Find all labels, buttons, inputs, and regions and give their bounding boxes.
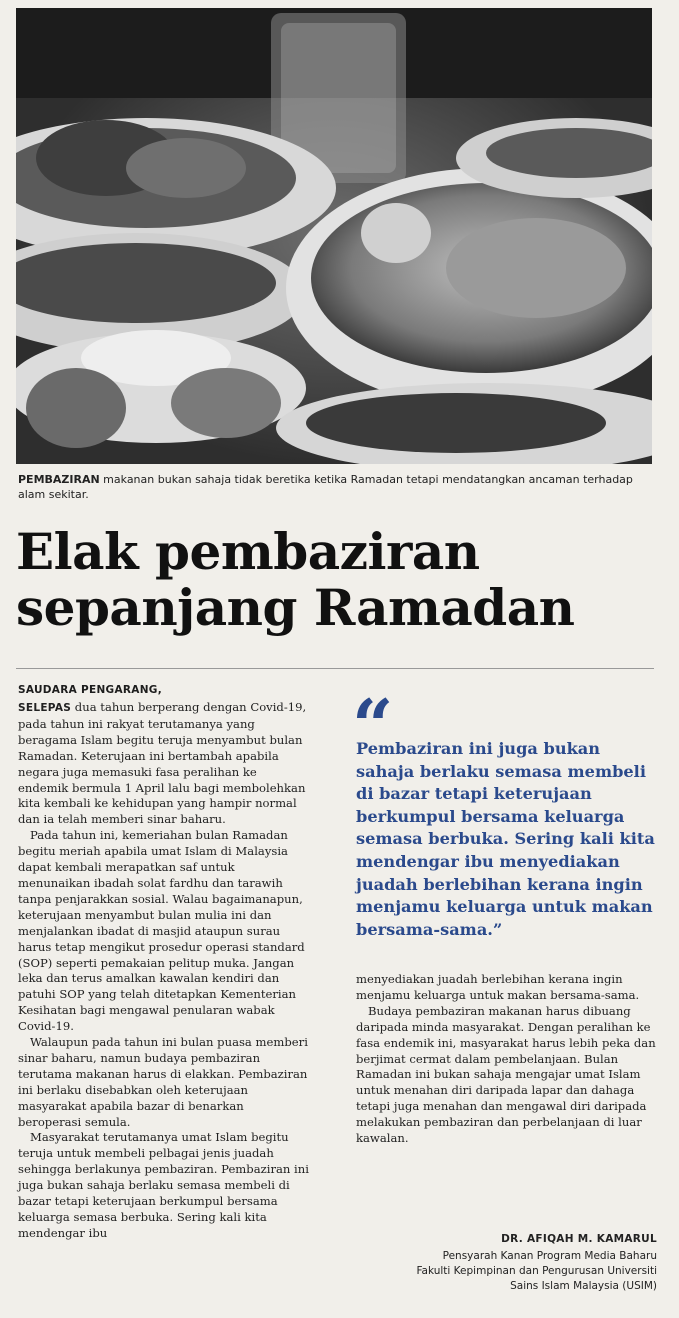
article-column-1 (18, 700, 310, 1242)
author-name: DR. AFIQAH M. KAMARUL (501, 1233, 657, 1245)
paragraph-1-text: dua tahun berperang dengan Covid-19, pada tahun ini rakyat terutamanya yang beragama Islam begitu teruja menyambut bulan Ramadan. Keterujaan ini bertambah apabila negara juga memasuki fasa peralihan ke endemik bermula 1 April lalu bagi membolehkan kita kembali ke kehidupan yang hampir normal dan ia telah memberi sinar baharu. (18, 700, 307, 827)
headline-line-2: sepanjang Ramadan (16, 578, 575, 637)
article-column-2 (356, 972, 658, 1147)
lead-word: SELEPAS (18, 702, 72, 714)
article-photo (16, 8, 652, 464)
photo-caption (18, 472, 658, 502)
article-paragraph-4-continued: menyediakan juadah berlebihan kerana ingin menjamu keluarga untuk makan bersama-sama. (356, 972, 640, 1002)
headline-line-1: Elak pembaziran (16, 522, 480, 581)
author-title-line-1: Pensyarah Kanan Program Media Baharu (442, 1250, 657, 1262)
article-paragraph-2: Pada tahun ini, kemeriahan bulan Ramadan begitu meriah apabila umat Islam di Malaysia dapat kembali merapatkan saf untuk menunaikan ibadah solat fardhu dan tarawih tanpa penjarakkan sosial. Walau bagaimanapun, keterujaan menyambut bulan mulia ini dan menjalankan ibadat di masjid ataupun surau harus tetap mengikut prosedur operasi standard (SOP) seperti pemakaian pelitup muka. Jangan leka dan terus amalkan kawalan kendiri dan patuhi SOP yang telah ditetapkan Kementerian Kesihatan bagi mengawal penularan wabak Covid-19. (18, 828, 305, 1034)
author-block (416, 1232, 657, 1294)
salutation: SAUDARA PENGARANG, (18, 684, 163, 696)
author-title-line-3: Sains Islam Malaysia (USIM) (510, 1280, 657, 1292)
pull-quote: Pembaziran ini juga bukan sahaja berlaku semasa membeli di bazar tetapi keterujaan berkumpul bersama keluarga semasa berbuka. Sering kali kita mendengar ibu menyediakan juadah berlebihan kerana ingin menjamu keluarga untuk makan bersama-sama.” (356, 739, 655, 939)
caption-text: makanan bukan sahaja tidak beretika ketika Ramadan tetapi mendatangkan ancaman terhadap alam sekitar. (18, 473, 633, 501)
caption-lead: PEMBAZIRAN (18, 473, 100, 486)
article-paragraph-5: Budaya pembaziran makanan harus dibuang daripada minda masyarakat. Dengan peralihan ke fasa endemik ini, masyarakat harus lebih peka dan berjimat cermat dalam pembelanjaan. Bulan Ramadan ini bukan sahaja mengajar umat Islam untuk menahan diri daripada lapar dan dahaga tetapi juga menahan dan mengawal diri daripada melakukan pembaziran dan perbelanjaan di luar kawalan. (356, 1003, 656, 1146)
page-title (16, 524, 666, 636)
article-paragraph-1 (18, 700, 310, 828)
author-title-line-2: Fakulti Kepimpinan dan Pengurusan Universiti (416, 1265, 657, 1277)
quote-icon: “ (352, 683, 394, 768)
headline-divider (16, 668, 654, 669)
food-plates-image (16, 8, 652, 464)
article-paragraph-4: Masyarakat terutamanya umat Islam begitu teruja untuk membeli pelbagai jenis juadah sehingga berlakunya pembaziran. Pembaziran ini juga bukan sahaja berlaku semasa membeli di bazar tetapi keterujaan berkumpul bersama keluarga semasa berbuka. Sering kali kita mendengar ibu (18, 1130, 309, 1240)
article-paragraph-3: Walaupun pada tahun ini bulan puasa memberi sinar baharu, namun budaya pembaziran terutama makanan harus di elakkan. Pembaziran ini berlaku disebabkan oleh keterujaan masyarakat apabila bazar di benarkan beroperasi semula. (18, 1035, 308, 1129)
